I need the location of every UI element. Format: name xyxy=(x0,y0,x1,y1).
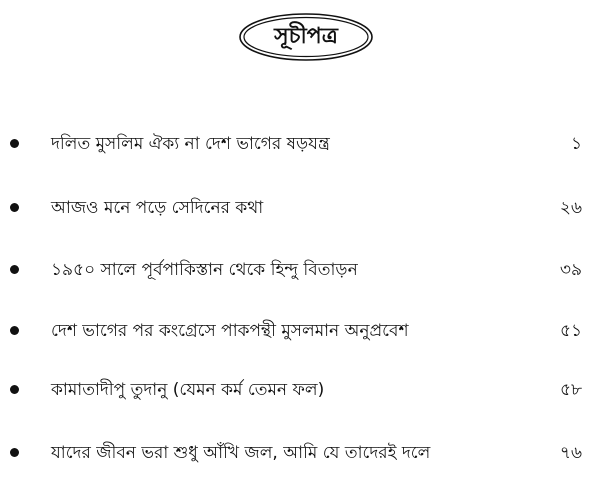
toc-entry-page: ২৬ xyxy=(559,198,582,218)
toc-entry-title: কামাতাদীপু তুদানু (যেমন কর্ম তেমন ফল) xyxy=(51,380,325,400)
toc-entry-page: ৫৮ xyxy=(559,380,582,400)
toc-entry-title: আজও মনে পড়ে সেদিনের কথা xyxy=(51,198,264,218)
bullet-icon xyxy=(10,139,19,148)
toc-entry-page: ৭৬ xyxy=(559,443,582,463)
bullet-icon xyxy=(10,203,19,212)
toc-entry-page: ১ xyxy=(570,134,582,154)
toc-entry[interactable] xyxy=(0,440,600,466)
bullet-icon xyxy=(10,326,19,335)
bullet-icon xyxy=(10,448,19,457)
toc-entry-title: দলিত মুসলিম ঐক্য না দেশ ভাগের ষড়যন্ত্র xyxy=(51,134,330,154)
toc-entry[interactable] xyxy=(0,377,600,403)
toc-entry-title: ১৯৫০ সালে পূর্বপাকিস্তান থেকে হিন্দু বিতাড়ন xyxy=(51,260,358,280)
toc-entry[interactable] xyxy=(0,131,600,157)
page-title: সূচীপত্র xyxy=(274,24,338,49)
toc-entry-page: ৩৯ xyxy=(559,260,582,280)
toc-entry-title: দেশ ভাগের পর কংগ্রেসে পাকপন্থী মুসলমান অনুপ্রবেশ xyxy=(51,321,409,341)
toc-entry-title: যাদের জীবন ভরা শুধু আঁখি জল, আমি যে তাদেরই দলে xyxy=(51,443,431,463)
toc-entry[interactable] xyxy=(0,257,600,283)
toc-entry[interactable] xyxy=(0,318,600,344)
bullet-icon xyxy=(10,265,19,274)
bullet-icon xyxy=(10,385,19,394)
toc-entry-page: ৫১ xyxy=(559,321,582,341)
toc-entry[interactable] xyxy=(0,195,600,221)
